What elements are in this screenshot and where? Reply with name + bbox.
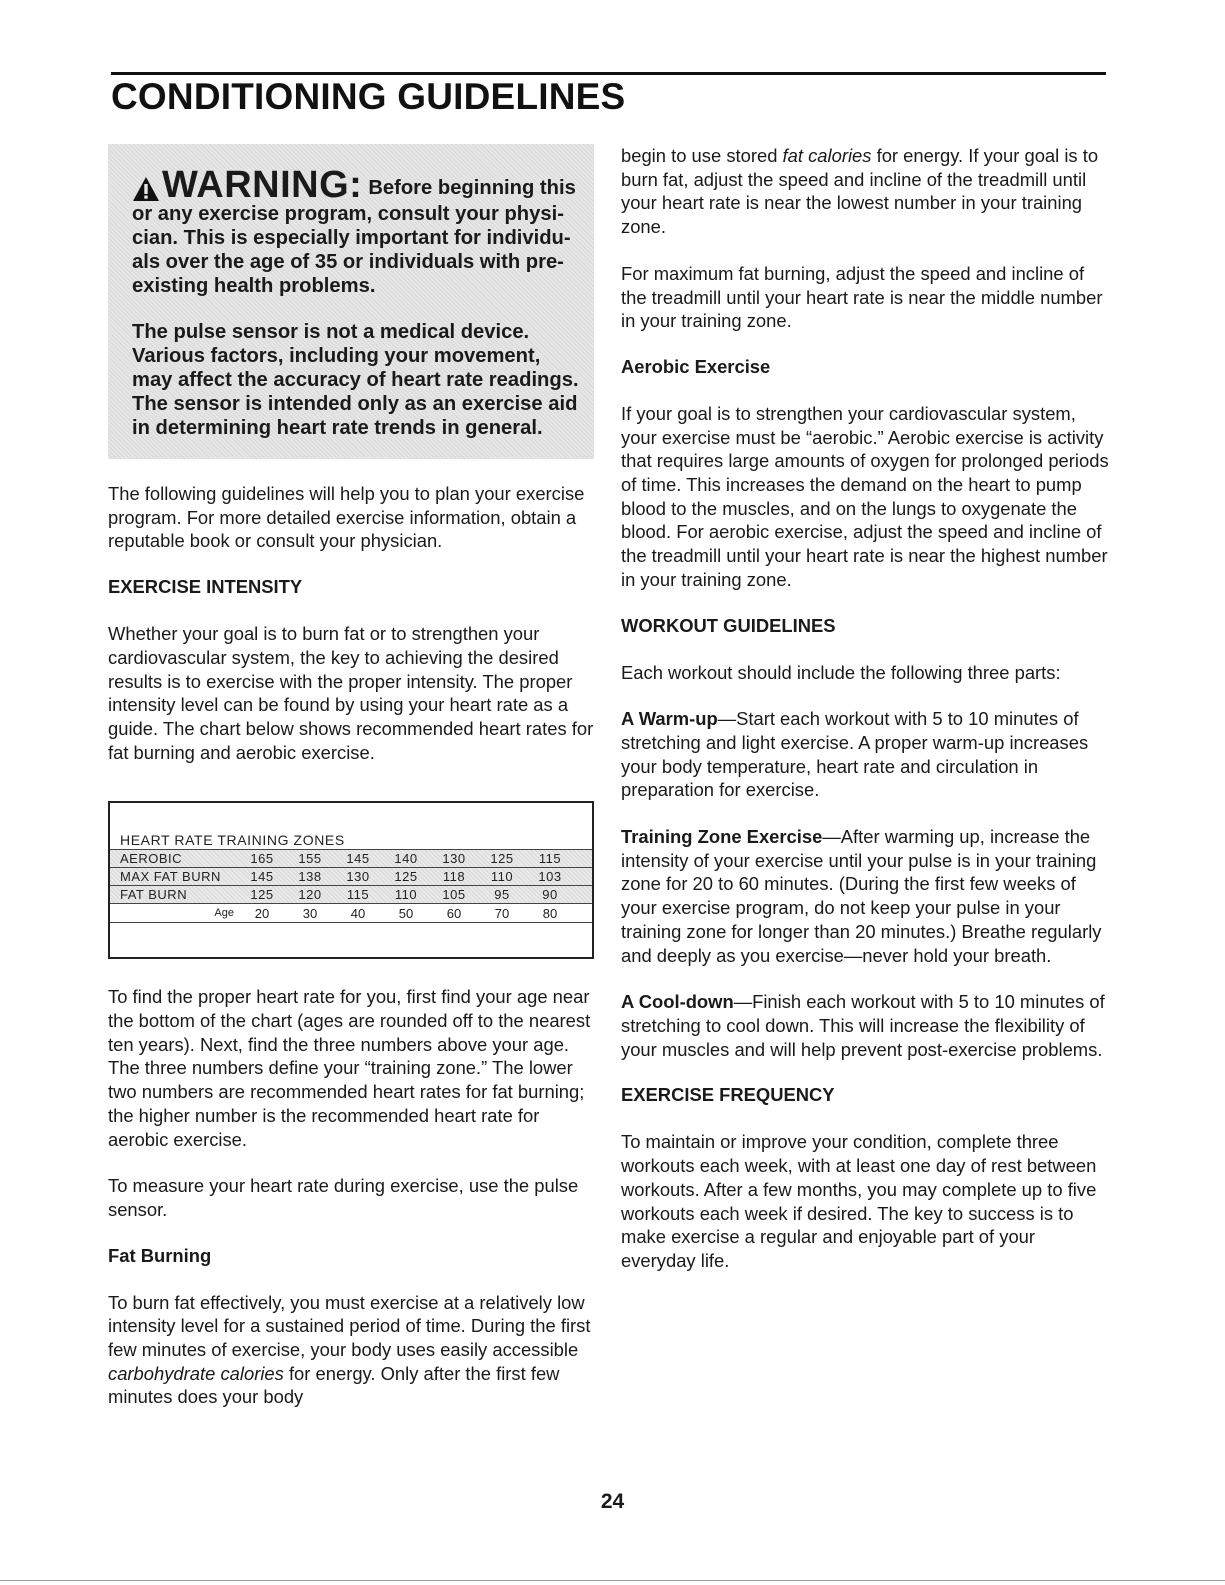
warning-paragraph-2	[132, 320, 580, 440]
warning-lead-text: Before beginning this	[368, 177, 576, 199]
age-value: 40	[350, 905, 366, 921]
training-zone-paragraph: Training Zone Exercise—After warming up, increase the intensity of your exercise until your pulse is in your training zone for 20 to 60 minutes. (During the first few weeks of your exercise program, do not keep your pulse in your training zone for longer than 20 minutes.) Breathe regularly and deeply as you exercise—never hold your breath.	[621, 826, 1102, 966]
warning-paragraph-1	[132, 202, 580, 298]
warning-line: may affect the accuracy of heart rate readings.	[132, 369, 579, 391]
zone-value: 105	[442, 887, 466, 903]
age-value: 30	[302, 905, 318, 921]
warning-line: als over the age of 35 or individuals with pre-	[132, 251, 564, 273]
workout-intro-paragraph: Each workout should include the following three parts:	[621, 661, 1061, 683]
zone-value: 90	[542, 887, 558, 903]
exercise-frequency-heading: EXERCISE FREQUENCY	[621, 1084, 835, 1106]
zone-value: 130	[442, 851, 466, 867]
zone-label: AEROBIC	[120, 851, 183, 867]
zone-label: FAT BURN	[120, 887, 188, 903]
warning-line: The sensor is intended only as an exercise aid	[132, 393, 578, 415]
title-rule	[111, 72, 1106, 75]
zone-value: 118	[442, 869, 466, 885]
zone-value: 130	[346, 869, 370, 885]
zone-value: 165	[250, 851, 274, 867]
intensity-paragraph: Whether your goal is to burn fat or to strengthen your cardiovascular system, the key to achieving the desired results is to exercise with the proper intensity. The proper intensity level can be found by using your heart rate as a guide. The chart below shows recommended heart rates for fat burning and aerobic exercise.	[108, 623, 594, 763]
age-label: Age	[214, 907, 234, 920]
zone-value: 115	[346, 887, 370, 903]
frequency-paragraph: To maintain or improve your condition, complete three workouts each week, with at least one day of rest between workouts. After a few months, you may complete up to five workouts each week if desired. The key to success is to make exercise a regular and enjoyable part of your everyday life.	[621, 1131, 1097, 1271]
zone-value: 110	[394, 887, 418, 903]
zone-value: 145	[346, 851, 370, 867]
warning-line: cian. This is especially important for individu-	[132, 227, 571, 249]
zone-value: 125	[394, 869, 418, 885]
page-number: 24	[600, 1490, 625, 1513]
workout-guidelines-heading: WORKOUT GUIDELINES	[621, 614, 836, 636]
heart-rate-chart	[108, 801, 594, 959]
age-value: 70	[494, 905, 510, 921]
warning-word: WARNING:	[162, 164, 363, 206]
warning-line: existing health problems.	[132, 275, 376, 297]
warning-line: Various factors, including your movement,	[132, 345, 541, 367]
zone-row-fat-burn	[110, 886, 592, 904]
intro-paragraph: The following guidelines will help you to plan your exercise program. For more detailed exercise information, obtain a reputable book or consult your physician.	[108, 483, 585, 552]
zones-table	[110, 849, 592, 923]
warning-line: or any exercise program, consult your physi-	[132, 203, 564, 225]
page-title: CONDITIONING GUIDELINES	[111, 76, 626, 117]
warm-up-paragraph: A Warm-up—Start each workout with 5 to 10 minutes of stretching and light exercise. A proper warm-up increases your body temperature, heart rate and circulation in preparation for exercise.	[621, 708, 1089, 801]
zone-value: 125	[250, 887, 274, 903]
exercise-intensity-heading: EXERCISE INTENSITY	[108, 576, 303, 598]
age-value: 80	[542, 905, 558, 921]
warm-up-lead: A Warm-up	[621, 708, 718, 730]
cool-down-paragraph: A Cool-down—Finish each workout with 5 to 10 minutes of stretching to cool down. This will increase the flexibility of your muscles and will help prevent post-exercise problems.	[621, 991, 1105, 1060]
fat-calories-emphasis: fat calories	[782, 145, 872, 166]
zone-row-max-fat-burn	[110, 868, 592, 886]
max-fat-burning-paragraph: For maximum fat burning, adjust the speed and incline of the treadmill until your heart rate is near the middle number in your training zone.	[621, 262, 1103, 332]
warning-triangle-icon	[132, 176, 160, 202]
warning-line: in determining heart rate trends in general.	[132, 417, 543, 439]
aerobic-paragraph: If your goal is to strengthen your cardiovascular system, your exercise must be “aerobic.” Aerobic exercise is activity that requires large amounts of oxygen for prolonged periods of time. This increases the demand on the heart to pump blood to the muscles, and on the lungs to oxygenate the blood. For aerobic exercise, adjust the speed and incline of the treadmill until your heart rate is near the highest number in your training zone.	[621, 402, 1109, 590]
age-value: 20	[254, 905, 270, 921]
measure-paragraph: To measure your heart rate during exercise, use the pulse sensor.	[108, 1175, 579, 1220]
carbohydrate-calories-emphasis: carbohydrate calories	[108, 1362, 284, 1384]
warning-box	[108, 144, 594, 459]
age-row	[110, 904, 592, 923]
training-zone-lead: Training Zone Exercise	[621, 826, 823, 848]
zone-value: 103	[538, 869, 562, 885]
zone-value: 120	[298, 887, 322, 903]
aerobic-exercise-heading: Aerobic Exercise	[621, 355, 771, 377]
zone-value: 110	[490, 869, 514, 885]
fat-burning-paragraph: To burn fat effectively, you must exercise at a relatively low intensity level for a sustained period of time. During the first few minutes of exercise, your body uses easily accessible carbohydrate calories for energy. Only after the first few minutes does your body	[108, 1291, 591, 1408]
warning-line: The pulse sensor is not a medical device.	[132, 321, 530, 343]
zone-value: 95	[494, 887, 510, 903]
cool-down-lead: A Cool-down	[621, 991, 734, 1013]
zone-value: 140	[394, 851, 418, 867]
chart-title: HEART RATE TRAINING ZONES	[120, 832, 345, 849]
zone-value: 125	[490, 851, 514, 867]
fat-calories-paragraph: begin to use stored fat calories for energy. If your goal is to burn fat, adjust the speed and incline of the treadmill until your heart rate is near the lowest number in your training zone.	[621, 145, 1099, 238]
age-value: 50	[398, 905, 414, 921]
zone-value: 145	[250, 869, 274, 885]
find-heart-rate-paragraph: To find the proper heart rate for you, first find your age near the bottom of the chart (ages are rounded off to the nearest ten years). Next, find the three numbers above your age. The three numbers define your “training zone.” The lower two numbers are recommended heart rates for fat burning; the higher number is the recommended heart rate for aerobic exercise.	[108, 986, 591, 1150]
age-value: 60	[446, 905, 462, 921]
zone-row-aerobic	[110, 850, 592, 868]
bottom-rule	[0, 1580, 1225, 1581]
right-column	[621, 144, 1111, 1273]
zone-value: 115	[538, 851, 562, 867]
zone-value: 155	[298, 851, 322, 867]
left-column	[108, 144, 594, 1409]
zone-label: MAX FAT BURN	[120, 869, 221, 885]
zone-value: 138	[298, 869, 322, 885]
warning-header	[132, 164, 580, 206]
fat-burning-heading: Fat Burning	[108, 1244, 212, 1266]
